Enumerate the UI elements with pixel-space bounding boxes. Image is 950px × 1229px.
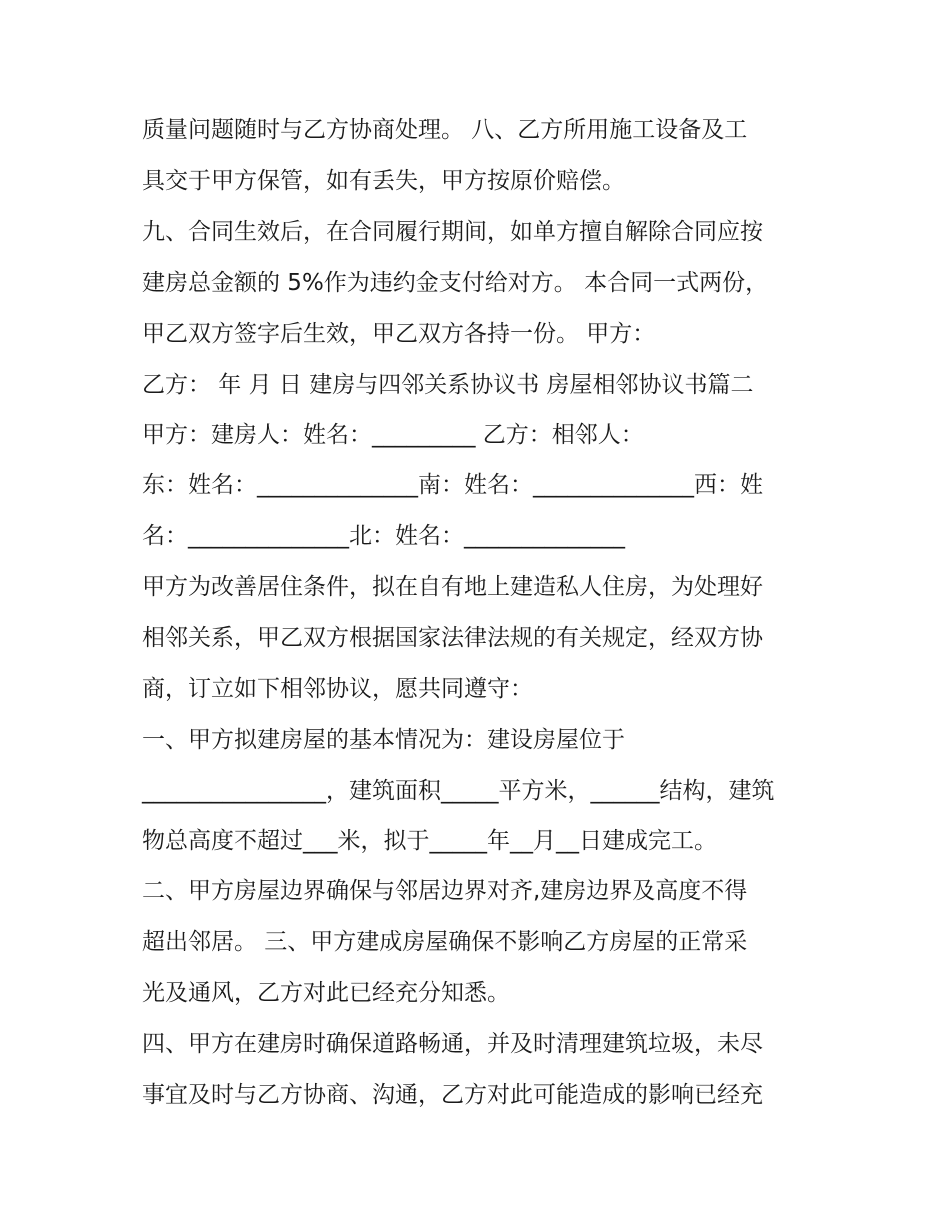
text-line: 东：姓名：______________南：姓名：______________西：姓	[142, 472, 763, 498]
text-line: 光及通风，乙方对此已经充分知悉。	[142, 980, 510, 1006]
text-line: 质量问题随时与乙方协商处理。 八、乙方所用施工设备及工	[142, 117, 748, 143]
text-line: 乙方： 年 月 日 建房与四邻关系协议书 房屋相邻协议书篇二	[142, 372, 754, 398]
text-line: 事宜及时与乙方协商、沟通，乙方对此可能造成的影响已经充	[142, 1082, 763, 1108]
text-line: ________________，建筑面积_____平方米，______结构，建筑	[142, 778, 775, 804]
text-line: 甲方为改善居住条件，拟在自有地上建造私人住房，为处理好	[142, 574, 763, 600]
text-line: 甲方：建房人：姓名：_________ 乙方：相邻人：	[142, 422, 644, 448]
text-line: 超出邻居。 三、甲方建成房屋确保不影响乙方房屋的正常采	[142, 929, 748, 955]
text-line: 相邻关系，甲乙双方根据国家法律法规的有关规定，经双方协	[142, 625, 763, 651]
text-line: 九、合同生效后，在合同履行期间，如单方擅自解除合同应按	[142, 219, 763, 245]
text-line: 四、甲方在建房时确保道路畅通，并及时清理建筑垃圾，未尽	[142, 1031, 763, 1057]
text-line: 建房总金额的 5%作为违约金支付给对方。 本合同一式两份，	[142, 270, 769, 296]
text-line: 商，订立如下相邻协议，愿共同遵守：	[142, 676, 533, 702]
text-line: 具交于甲方保管，如有丢失，甲方按原价赔偿。	[142, 168, 625, 194]
text-line: 名：______________北：姓名：______________	[142, 523, 625, 549]
text-line: 一、甲方拟建房屋的基本情况为：建设房屋位于	[142, 727, 625, 753]
text-line: 物总高度不超过___米，拟于_____年__月__日建成完工。	[142, 828, 717, 854]
text-line: 二、甲方房屋边界确保与邻居边界对齐,建房边界及高度不得	[142, 878, 748, 904]
text-line: 甲乙双方签字后生效，甲乙双方各持一份。 甲方：	[142, 321, 656, 347]
